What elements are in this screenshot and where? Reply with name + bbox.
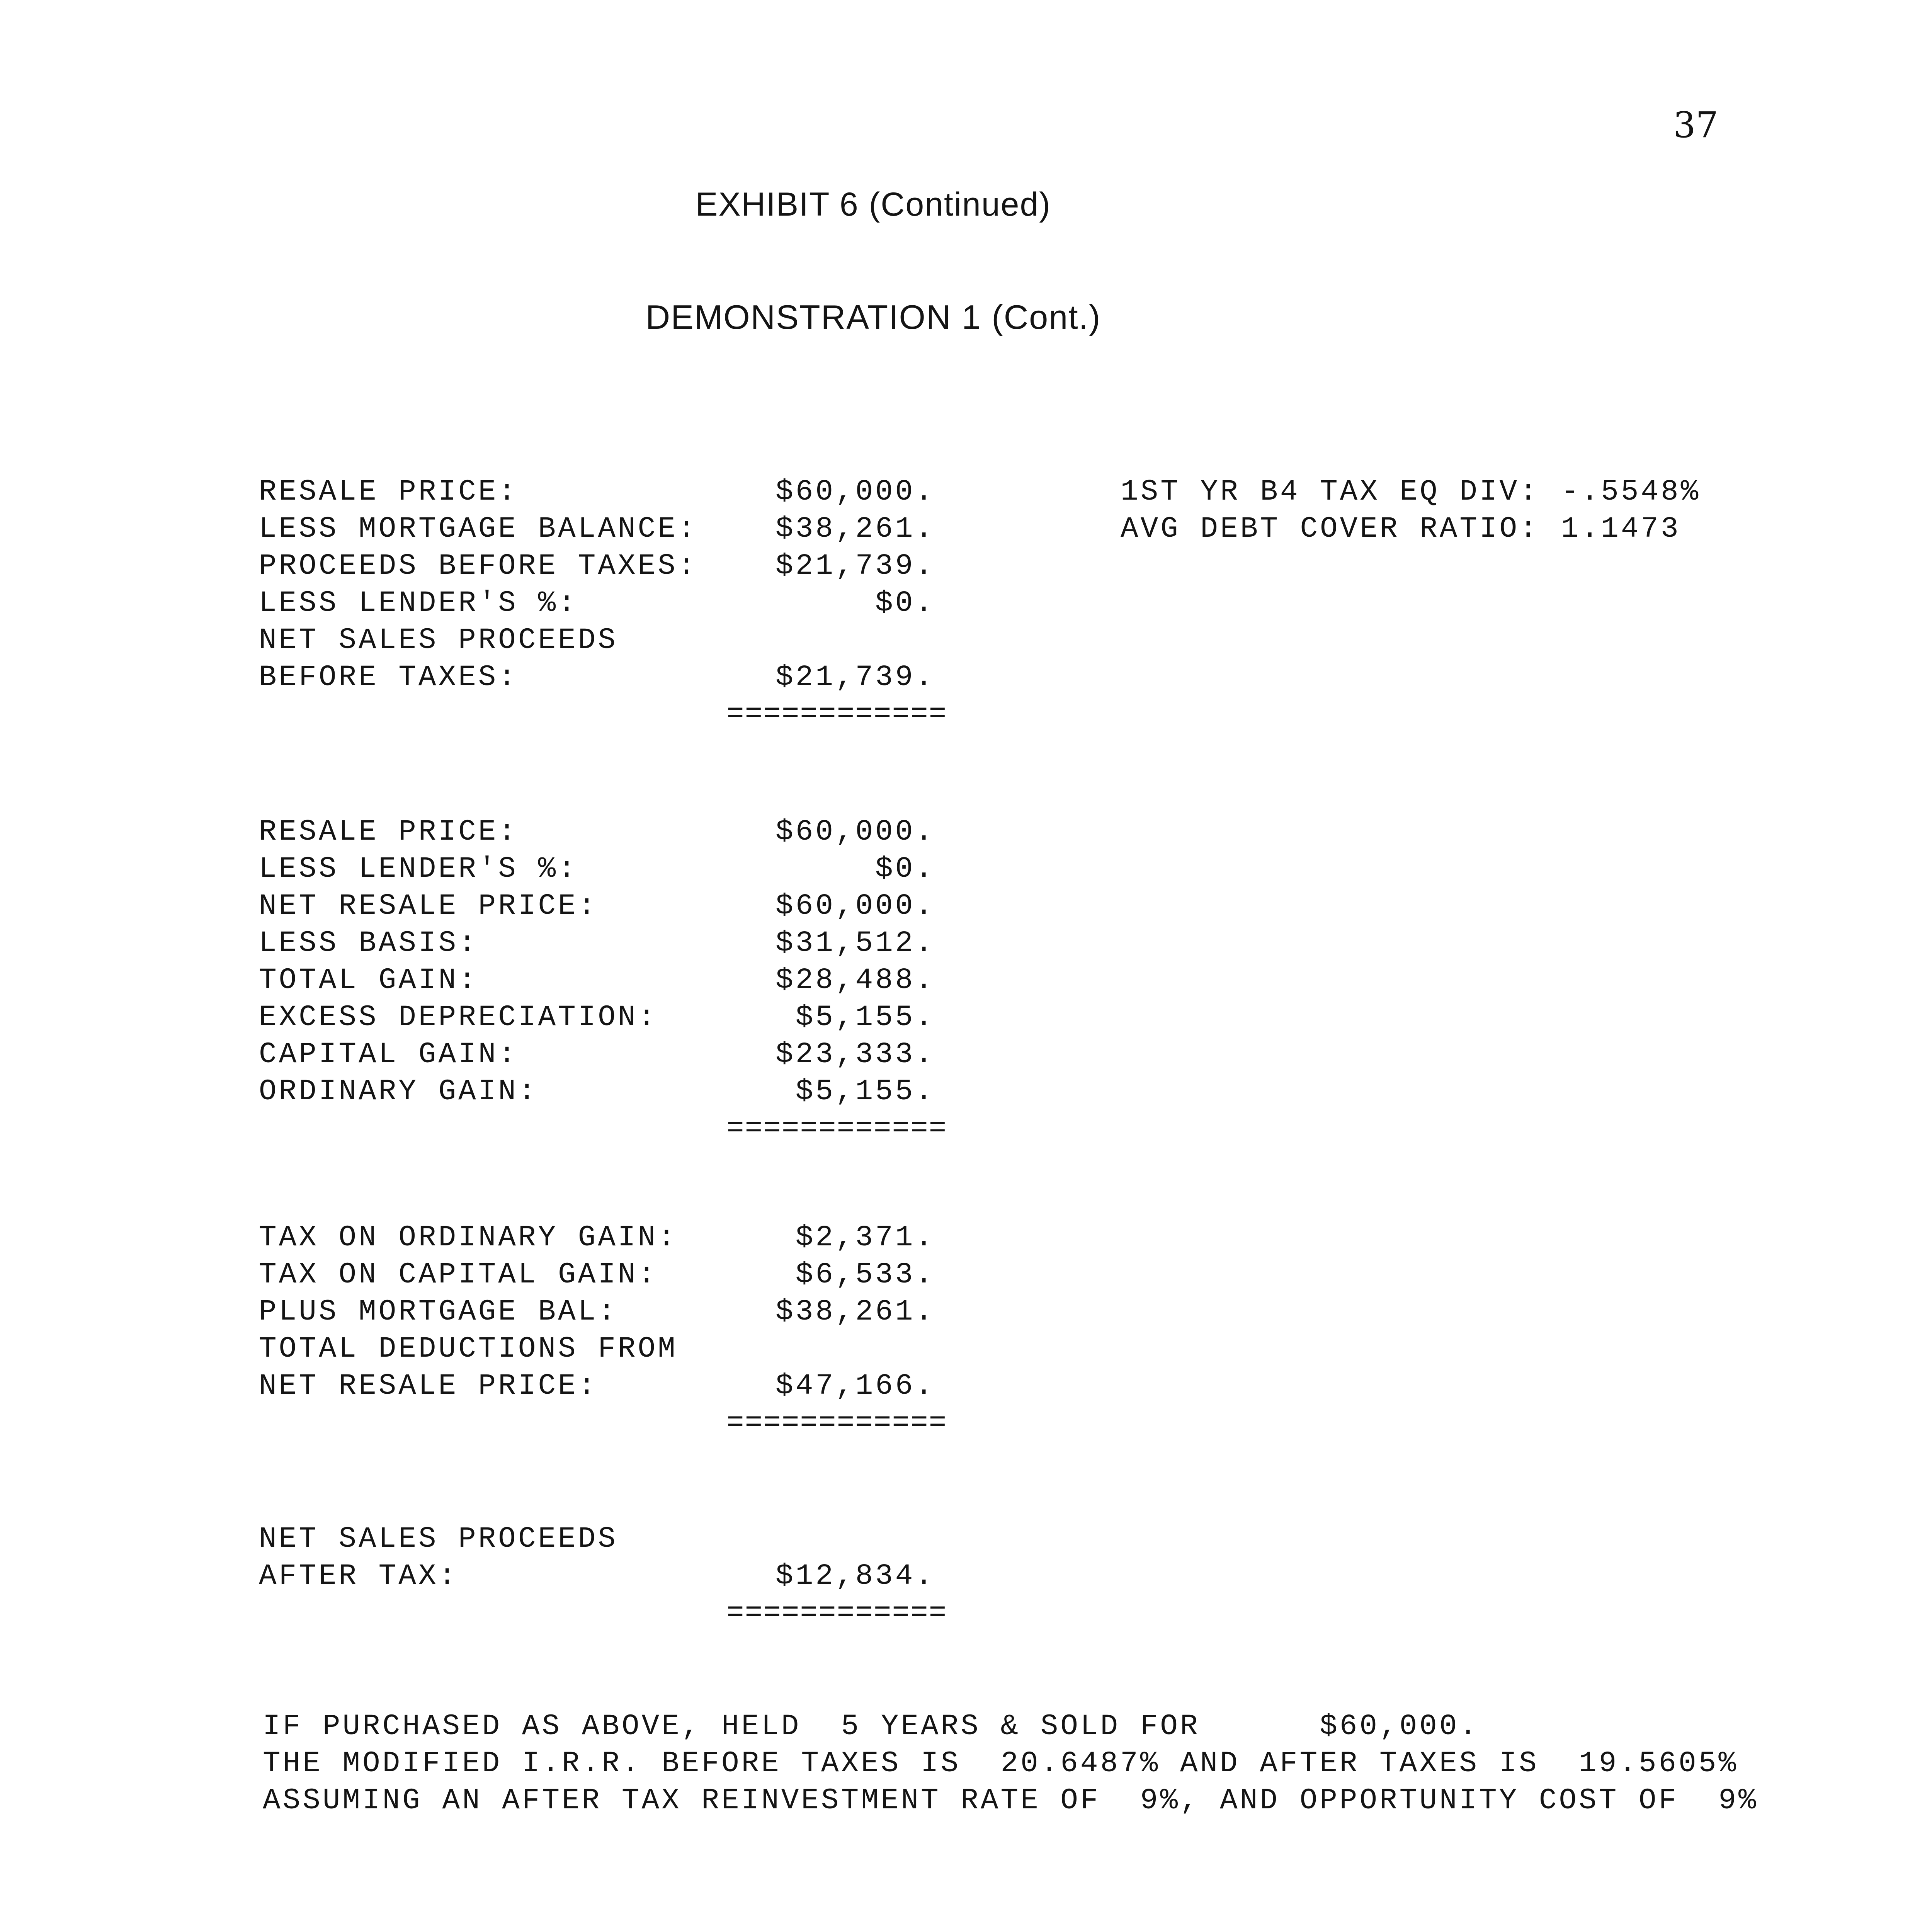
gain-computation-block xyxy=(259,815,947,1149)
row-label: LESS LENDER'S %: xyxy=(259,852,578,886)
row-label: RESALE PRICE: xyxy=(259,815,518,849)
row-value: $47,166. xyxy=(776,1369,935,1403)
irr-summary xyxy=(263,1710,1759,1821)
row-value: $21,739. xyxy=(776,549,935,583)
ratios-block xyxy=(1121,475,1708,549)
rule-row xyxy=(259,1406,947,1444)
row-label: LESS MORTGAGE BALANCE: xyxy=(259,512,698,546)
row-value: $38,261. xyxy=(776,512,935,546)
row-value: $28,488. xyxy=(776,964,935,997)
row-value: $0. xyxy=(875,852,935,886)
row-label: CAPITAL GAIN: xyxy=(259,1038,518,1071)
row-label: ORDINARY GAIN: xyxy=(259,1075,538,1108)
rule-row xyxy=(259,1112,947,1149)
row-label: EXCESS DEPRECIATION: xyxy=(259,1001,658,1034)
row-label: LESS BASIS: xyxy=(259,927,478,960)
table-row xyxy=(259,475,935,512)
row-label: NET RESALE PRICE: xyxy=(259,1369,598,1403)
row-label: TAX ON CAPITAL GAIN: xyxy=(259,1258,658,1291)
double-underline: ============ xyxy=(726,698,947,731)
row-label: BEFORE TAXES: xyxy=(259,661,518,694)
row-value: $60,000. xyxy=(776,889,935,923)
row-value: $0. xyxy=(875,587,935,620)
double-underline: ============ xyxy=(726,1406,947,1440)
row-value: $2,371. xyxy=(795,1221,935,1254)
ratio-row xyxy=(1121,475,1708,512)
exhibit-title: EXHIBIT 6 (Continued) xyxy=(696,186,1051,223)
rule-row xyxy=(259,698,947,735)
row-label: LESS LENDER'S %: xyxy=(259,587,578,620)
row-label: TOTAL DEDUCTIONS FROM xyxy=(259,1332,678,1366)
ratio-value: -.5548% xyxy=(1561,475,1701,509)
table-row xyxy=(259,1369,935,1406)
table-row xyxy=(259,1001,935,1038)
row-value: $5,155. xyxy=(795,1075,935,1108)
table-row xyxy=(259,661,935,698)
sale-proceeds-block xyxy=(259,475,947,735)
ratio-label: AVG DEBT COVER RATIO: xyxy=(1121,512,1539,546)
table-row xyxy=(259,512,935,549)
row-label: PROCEEDS BEFORE TAXES: xyxy=(259,549,698,583)
row-value: $23,333. xyxy=(776,1038,935,1071)
table-row xyxy=(259,927,935,964)
row-value: $6,533. xyxy=(795,1258,935,1291)
table-row xyxy=(259,1258,935,1295)
table-row xyxy=(259,1075,935,1112)
row-label: RESALE PRICE: xyxy=(259,475,518,509)
ratio-value: 1.1473 xyxy=(1561,512,1681,546)
double-underline: ============ xyxy=(726,1112,947,1145)
table-row xyxy=(259,964,935,1001)
table-row xyxy=(259,852,935,889)
row-value: $60,000. xyxy=(776,815,935,849)
row-value: $21,739. xyxy=(776,661,935,694)
ratio-row xyxy=(1121,512,1708,549)
summary-line: IF PURCHASED AS ABOVE, HELD 5 YEARS & SOLD FOR $60,000. xyxy=(263,1710,1480,1743)
table-row xyxy=(259,889,935,927)
table-row xyxy=(259,624,935,661)
summary-line: THE MODIFIED I.R.R. BEFORE TAXES IS 20.6487% AND AFTER TAXES IS 19.5605% xyxy=(263,1747,1738,1780)
table-row xyxy=(259,1522,935,1560)
row-label: PLUS MORTGAGE BAL: xyxy=(259,1295,618,1328)
summary-line: ASSUMING AN AFTER TAX REINVESTMENT RATE OF 9%, AND OPPORTUNITY COST OF 9% xyxy=(263,1784,1759,1817)
row-label: AFTER TAX: xyxy=(259,1560,459,1593)
row-label: TOTAL GAIN: xyxy=(259,964,478,997)
row-value: $38,261. xyxy=(776,1295,935,1328)
tax-deductions-block xyxy=(259,1221,947,1444)
table-row xyxy=(259,815,935,852)
row-value: $5,155. xyxy=(795,1001,935,1034)
table-row xyxy=(259,1332,935,1369)
row-label: NET SALES PROCEEDS xyxy=(259,624,618,657)
rule-row xyxy=(259,1597,947,1634)
table-row xyxy=(259,1221,935,1258)
row-value: $60,000. xyxy=(776,475,935,509)
row-value: $31,512. xyxy=(776,927,935,960)
net-after-tax-block xyxy=(259,1522,947,1634)
ratio-label: 1ST YR B4 TAX EQ DIV: xyxy=(1121,475,1539,509)
demonstration-title: DEMONSTRATION 1 (Cont.) xyxy=(645,298,1101,336)
double-underline: ============ xyxy=(726,1597,947,1630)
row-label: TAX ON ORDINARY GAIN: xyxy=(259,1221,678,1254)
table-row xyxy=(259,549,935,587)
row-value: $12,834. xyxy=(776,1560,935,1593)
table-row xyxy=(259,587,935,624)
table-row xyxy=(259,1560,935,1597)
row-label: NET RESALE PRICE: xyxy=(259,889,598,923)
table-row xyxy=(259,1038,935,1075)
table-row xyxy=(259,1295,935,1332)
page-number: 37 xyxy=(1673,104,1719,146)
row-label: NET SALES PROCEEDS xyxy=(259,1522,618,1556)
